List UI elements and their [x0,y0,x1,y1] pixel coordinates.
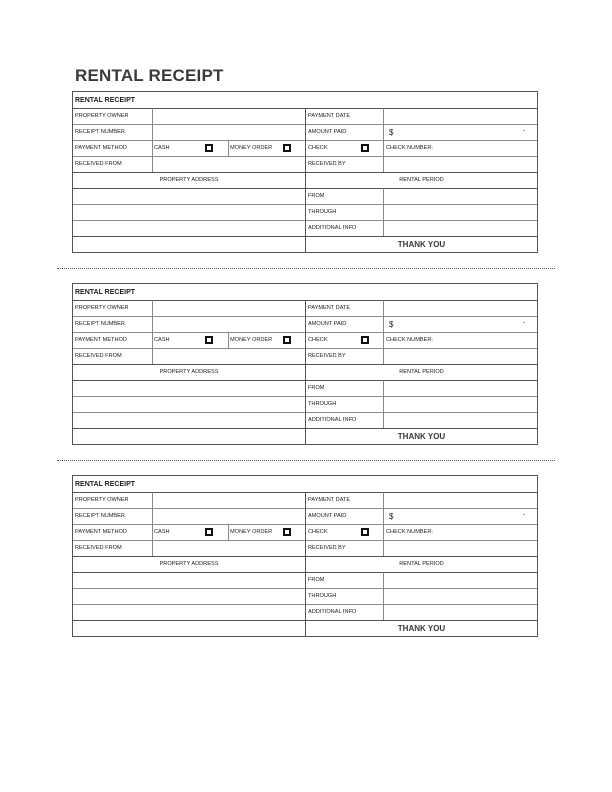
property-address-header: PROPERTY ADDRESS [159,560,219,567]
through-label: THROUGH [308,208,337,215]
payment-date-field[interactable] [384,493,537,508]
check-number-label: CHECK NUMBER: [386,528,433,535]
through-label: THROUGH [308,592,337,599]
money-order-checkbox[interactable] [283,528,291,536]
receipt-header: RENTAL RECEIPT [75,480,136,488]
from-label: FROM [308,192,325,199]
received-by-label: RECEIVED BY [308,544,346,551]
rental-receipt-form [72,283,538,445]
check-number-label: CHECK NUMBER: [386,144,433,151]
amount-dash: - [523,320,526,327]
received-from-field[interactable] [153,541,305,556]
received-from-field[interactable] [153,157,305,172]
currency-symbol: $ [389,127,394,137]
received-by-field[interactable] [384,349,537,364]
thank-you-text: THANK YOU [397,623,446,633]
check-checkbox[interactable] [361,144,369,152]
receipt-number-label: RECEIPT NUMBER [75,320,125,327]
check-checkbox[interactable] [361,528,369,536]
amount-paid-label: AMOUNT PAID [308,512,347,519]
rental-period-header: RENTAL PERIOD [399,560,444,567]
thank-you-text: THANK YOU [397,239,446,249]
payment-method-label: PAYMENT METHOD [75,144,127,151]
from-field[interactable] [384,189,537,204]
rental-period-header: RENTAL PERIOD [399,176,444,183]
payment-date-field[interactable] [384,109,537,124]
cash-label: CASH [154,144,170,151]
check-label: CHECK [308,528,328,535]
receipt-header: RENTAL RECEIPT [75,96,136,104]
check-label: CHECK [308,144,328,151]
through-field[interactable] [384,397,537,412]
cash-checkbox[interactable] [205,336,213,344]
received-by-label: RECEIVED BY [308,352,346,359]
payment-date-field[interactable] [384,301,537,316]
additional-info-field[interactable] [384,413,537,428]
money-order-label: MONEY ORDER [230,528,273,535]
additional-info-label: ADDITIONAL INFO [308,608,357,615]
from-label: FROM [308,384,325,391]
property-address-field[interactable] [73,381,305,444]
money-order-checkbox[interactable] [283,144,291,152]
received-from-label: RECEIVED FROM [75,160,122,167]
thank-you-text: THANK YOU [397,431,446,441]
cut-line-divider [57,460,555,461]
property-owner-field[interactable] [153,109,305,124]
money-order-label: MONEY ORDER [230,144,273,151]
receipt-number-field[interactable] [153,509,305,524]
from-field[interactable] [384,381,537,396]
property-address-header: PROPERTY ADDRESS [159,176,219,183]
payment-date-label: PAYMENT DATE [308,496,351,503]
additional-info-field[interactable] [384,221,537,236]
property-owner-label: PROPERTY OWNER [75,304,129,311]
from-label: FROM [308,576,325,583]
payment-method-label: PAYMENT METHOD [75,528,127,535]
cash-label: CASH [154,336,170,343]
check-checkbox[interactable] [361,336,369,344]
receipt-number-field[interactable] [153,317,305,332]
property-address-header: PROPERTY ADDRESS [159,368,219,375]
received-by-label: RECEIVED BY [308,160,346,167]
rental-receipt-form [72,91,538,253]
cash-checkbox[interactable] [205,144,213,152]
receipt-header: RENTAL RECEIPT [75,288,136,296]
amount-dash: - [523,512,526,519]
received-by-field[interactable] [384,541,537,556]
property-owner-label: PROPERTY OWNER [75,496,129,503]
received-from-field[interactable] [153,349,305,364]
received-by-field[interactable] [384,157,537,172]
rental-period-header: RENTAL PERIOD [399,368,444,375]
additional-info-label: ADDITIONAL INFO [308,416,357,423]
payment-method-label: PAYMENT METHOD [75,336,127,343]
rental-receipt-form [72,475,538,637]
received-from-label: RECEIVED FROM [75,352,122,359]
additional-info-field[interactable] [384,605,537,620]
property-address-field[interactable] [73,189,305,252]
payment-date-label: PAYMENT DATE [308,112,351,119]
receipt-number-label: RECEIPT NUMBER [75,512,125,519]
cash-label: CASH [154,528,170,535]
amount-dash: - [523,128,526,135]
property-address-field[interactable] [73,573,305,636]
currency-symbol: $ [389,319,394,329]
property-owner-field[interactable] [153,301,305,316]
property-owner-field[interactable] [153,493,305,508]
cash-checkbox[interactable] [205,528,213,536]
page-title: RENTAL RECEIPT [75,66,224,85]
money-order-checkbox[interactable] [283,336,291,344]
check-label: CHECK [308,336,328,343]
from-field[interactable] [384,573,537,588]
currency-symbol: $ [389,511,394,521]
money-order-label: MONEY ORDER [230,336,273,343]
through-label: THROUGH [308,400,337,407]
check-number-label: CHECK NUMBER: [386,336,433,343]
payment-date-label: PAYMENT DATE [308,304,351,311]
additional-info-label: ADDITIONAL INFO [308,224,357,231]
property-owner-label: PROPERTY OWNER [75,112,129,119]
receipt-number-label: RECEIPT NUMBER [75,128,125,135]
receipt-number-field[interactable] [153,125,305,140]
amount-paid-label: AMOUNT PAID [308,128,347,135]
through-field[interactable] [384,205,537,220]
through-field[interactable] [384,589,537,604]
cut-line-divider [57,268,555,269]
amount-paid-label: AMOUNT PAID [308,320,347,327]
received-from-label: RECEIVED FROM [75,544,122,551]
